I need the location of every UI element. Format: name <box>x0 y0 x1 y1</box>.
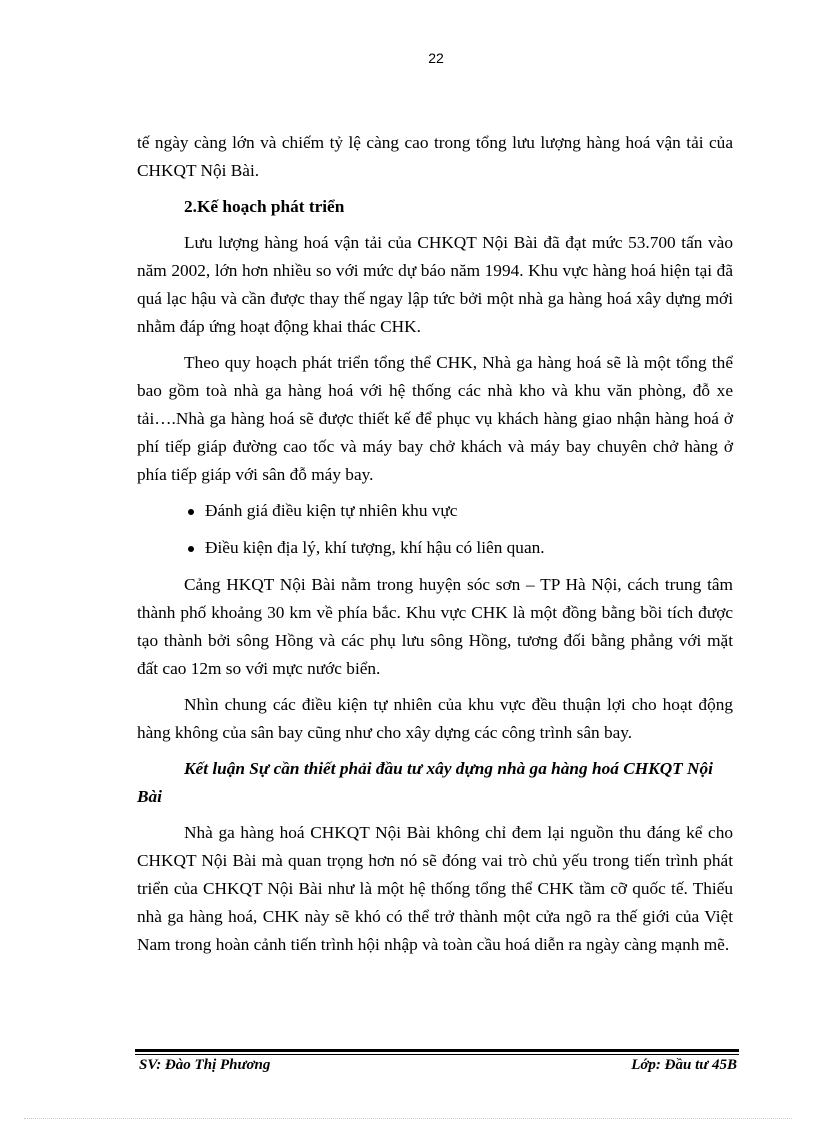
paragraph-conclusion: Nhà ga hàng hoá CHKQT Nội Bài không chỉ đem lại nguồn thu đáng kể cho CHKQT Nội Bài mà quan trọng hơn nó sẽ đóng vai trò chủ yếu trong tiến trình phát triển của CHKQT Nội Bài như là một hệ thống tổng thể CHK tầm cỡ quốc tế. Thiếu nhà ga hàng hoá, CHK này sẽ khó có thể trở thành một cửa ngõ ra thế giới của Việt Nam trong hoàn cảnh tiến trình hội nhập và toàn cầu hoá diễn ra ngày càng mạnh mẽ. <box>137 823 733 954</box>
page-number: 22 <box>428 50 444 66</box>
list-item-text: Điều kiện địa lý, khí tượng, khí hậu có liên quan. <box>205 538 545 557</box>
paragraph-continuation: tế ngày càng lớn và chiếm tỷ lệ càng cao trong tổng lưu lượng hàng hoá vận tải của CHKQT Nội Bài. <box>137 133 733 180</box>
footer-divider-thin <box>135 1054 739 1055</box>
paragraph-cargo-volume: Lưu lượng hàng hoá vận tải của CHKQT Nội Bài đã đạt mức 53.700 tấn vào năm 2002, lớn hơn nhiều so với mức dự báo năm 1994. Khu vực hàng hoá hiện tại đã quá lạc hậu và cần được thay thế ngay lập tức bởi một nhà ga hàng hoá xây dựng mới nhằm đáp ứng hoạt động khai thác CHK. <box>137 233 733 336</box>
paragraph-location: Cảng HKQT Nội Bài nằm trong huyện sóc sơn – TP Hà Nội, cách trung tâm thành phố khoảng 30 km về phía bắc. Khu vực CHK là một đồng bằng bồi tích được tạo thành bởi sông Hồng và các phụ lưu sông Hồng, tương đối bằng phẳng với mặt đất cao 12m so với mực nước biển. <box>137 575 733 678</box>
list-item <box>137 534 733 562</box>
page-footer <box>139 1057 737 1077</box>
footer-class: Lớp: Đầu tư 45B <box>631 1057 737 1073</box>
footer-student: SV: Đào Thị Phương <box>139 1057 271 1073</box>
section-heading: 2.Kế hoạch phát triển <box>184 197 345 216</box>
bullet-icon <box>188 546 194 552</box>
document-body <box>137 129 733 967</box>
footer-divider <box>135 1049 739 1052</box>
conclusion-heading: Kết luận Sự cần thiết phải đầu tư xây dựng nhà ga hàng hoá CHKQT Nội Bài <box>137 759 713 806</box>
list-item-text: Đánh giá điều kiện tự nhiên khu vực <box>205 501 458 520</box>
paragraph-natural-conditions: Nhìn chung các điều kiện tự nhiên của khu vực đều thuận lợi cho hoạt động hàng không của sân bay cũng như cho xây dựng các công trình sân bay. <box>137 695 733 742</box>
list-item <box>137 497 733 525</box>
page-bottom-border <box>24 1118 792 1119</box>
paragraph-master-plan: Theo quy hoạch phát triển tổng thể CHK, Nhà ga hàng hoá sẽ là một tổng thể bao gồm toà nhà ga hàng hoá với hệ thống các nhà kho và khu văn phòng, đỗ xe tải….Nhà ga hàng hoá sẽ được thiết kế để phục vụ khách hàng giao nhận hàng hoá ở phí tiếp giáp đường cao tốc và máy bay chở khách và máy bay chuyên chở hàng ở phía tiếp giáp với sân đỗ máy bay. <box>137 353 733 484</box>
bullet-list <box>137 497 733 562</box>
bullet-icon <box>188 509 194 515</box>
